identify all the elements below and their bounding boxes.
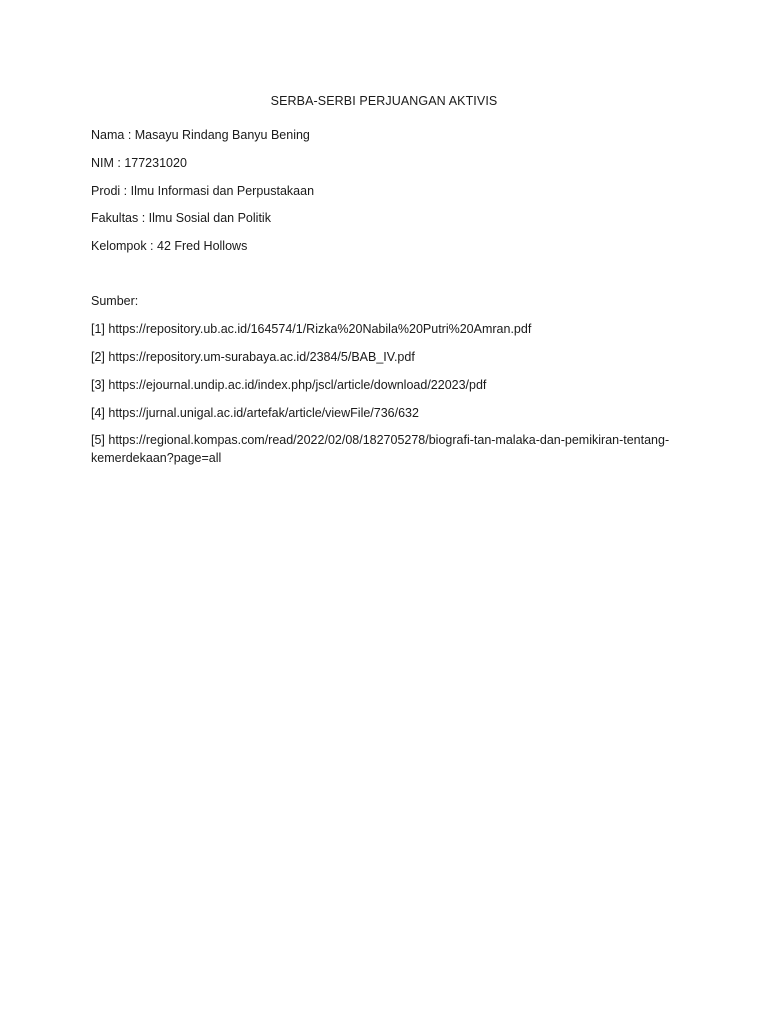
- field-nim: NIM : 177231020: [91, 155, 187, 170]
- reference-5: [5] https://regional.kompas.com/read/2022/02/08/182705278/biografi-tan-malaka-dan-pemikiran-tentang-kemerdekaan?page=all: [91, 433, 670, 466]
- field-kelompok: Kelompok : 42 Fred Hollows: [91, 239, 248, 254]
- reference-3: [3] https://ejournal.undip.ac.id/index.php/jscl/article/download/22023/pdf: [91, 377, 487, 392]
- spacer: [91, 265, 671, 293]
- reference-2: [2] https://repository.um-surabaya.ac.id/2384/5/BAB_IV.pdf: [91, 350, 415, 365]
- reference-1: [1] https://repository.ub.ac.id/164574/1/Rizka%20Nabila%20Putri%20Amran.pdf: [91, 322, 532, 337]
- field-prodi: Prodi : Ilmu Informasi dan Perpustakaan: [91, 183, 315, 198]
- reference-4: [4] https://jurnal.unigal.ac.id/artefak/article/viewFile/736/632: [91, 405, 419, 420]
- field-fakultas: Fakultas : Ilmu Sosial dan Politik: [91, 211, 271, 226]
- field-nama: Nama : Masayu Rindang Banyu Bening: [91, 128, 310, 142]
- sources-label: Sumber:: [91, 294, 139, 309]
- document-body: [91, 126, 671, 477]
- document-title: SERBA-SERBI PERJUANGAN AKTIVIS: [270, 94, 498, 108]
